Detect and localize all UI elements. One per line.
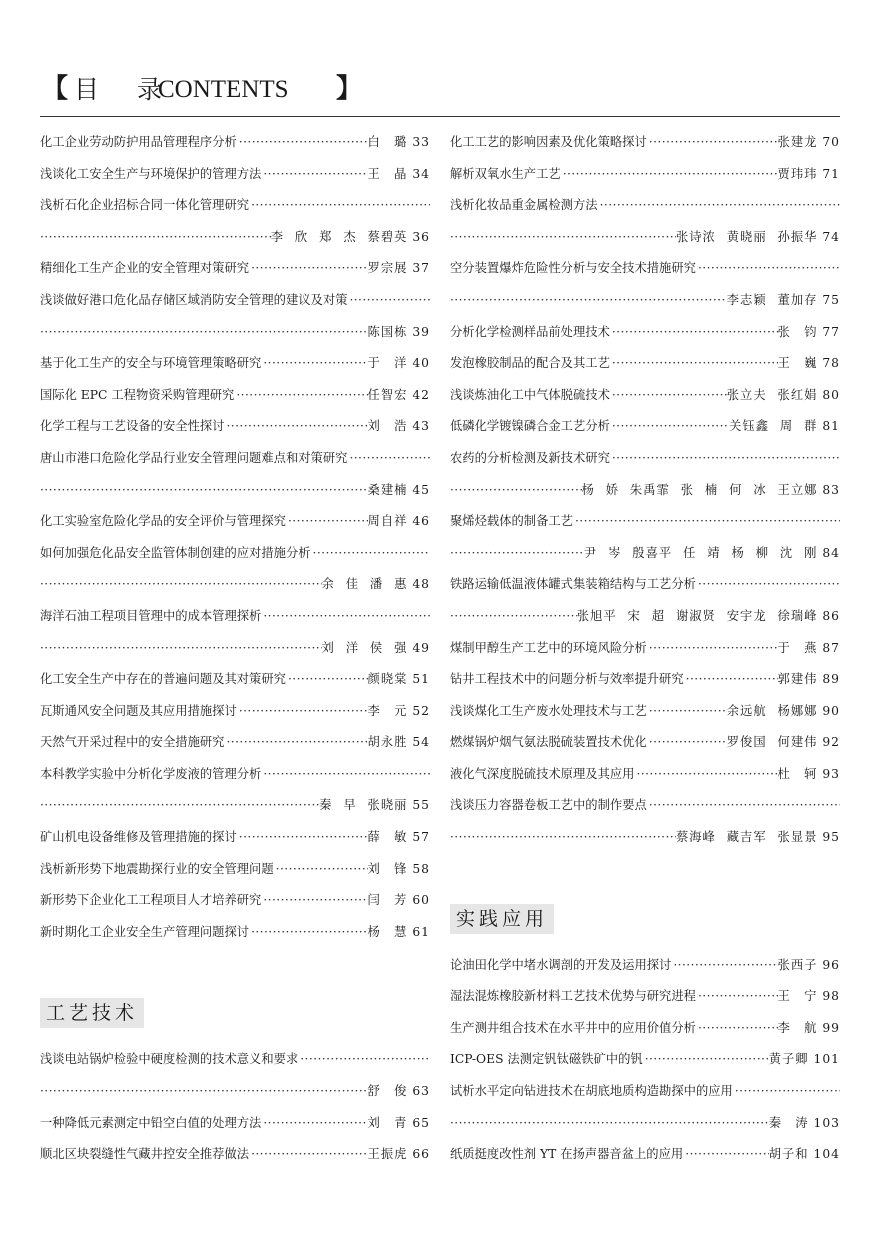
entry-author: 关钰鑫 周 群 xyxy=(729,419,818,434)
entry-page: 63 xyxy=(407,1084,430,1099)
toc-entry-author-line[interactable] xyxy=(450,822,840,854)
dot-leader xyxy=(286,664,368,696)
entry-author: 张诗浓 黄晓丽 孙振华 xyxy=(675,229,818,244)
toc-entry[interactable] xyxy=(40,854,430,886)
toc-column-right xyxy=(450,127,840,1171)
toc-entry-author-line[interactable] xyxy=(450,601,840,633)
entry-page: 86 xyxy=(817,608,840,623)
dot-leader xyxy=(249,917,367,949)
entry-author: 余 佳 潘 惠 xyxy=(321,577,408,592)
entry-author: 李志颖 董加存 xyxy=(726,292,818,307)
section-spacer xyxy=(450,854,840,886)
section-heading xyxy=(40,980,430,1044)
entry-author: 张立夫 张红娟 xyxy=(726,387,818,402)
dot-leader xyxy=(249,253,367,285)
entry-title: 浅谈煤化工生产废水处理技术与工艺 xyxy=(450,703,647,718)
dot-leader xyxy=(261,885,367,917)
toc-entry-title-line[interactable] xyxy=(450,1076,840,1108)
entry-author: 于 洋 xyxy=(367,356,408,371)
dot-leader xyxy=(224,411,367,443)
toc-entry-author-line[interactable] xyxy=(40,633,430,665)
entry-page: 103 xyxy=(808,1115,840,1130)
entry-page: 37 xyxy=(407,261,430,276)
header-title-cn: 目 录 xyxy=(74,75,177,104)
toc-entry[interactable] xyxy=(40,727,430,759)
dot-leader xyxy=(573,506,840,538)
toc-entry[interactable] xyxy=(450,1013,840,1045)
entry-page: 43 xyxy=(407,419,430,434)
toc-entry[interactable] xyxy=(450,633,840,665)
dot-leader xyxy=(347,285,430,317)
toc-entry[interactable] xyxy=(450,981,840,1013)
dot-leader xyxy=(40,633,322,665)
entry-author: 罗俊国 何建伟 xyxy=(726,735,818,750)
entry-author: 黄子卿 xyxy=(768,1052,809,1067)
toc-entry-title-line[interactable] xyxy=(40,443,430,475)
dot-leader xyxy=(40,790,319,822)
entry-title: 天然气开采过程中的安全措施研究 xyxy=(40,735,225,750)
dot-leader xyxy=(450,1108,769,1140)
entry-author: 张旭平 宋 超 谢淑贤 安宇龙 徐瑞峰 xyxy=(576,608,818,623)
entry-title: 精细化工生产企业的安全管理对策研究 xyxy=(40,261,250,276)
dot-leader xyxy=(261,159,367,191)
entry-author: 闫 芳 xyxy=(367,893,408,908)
entry-page: 40 xyxy=(407,356,430,371)
header-bracket-right: 】 xyxy=(336,74,363,104)
dot-leader xyxy=(610,348,778,380)
toc-entry-author-line[interactable] xyxy=(450,475,840,507)
toc-entry[interactable] xyxy=(450,696,840,728)
dot-leader xyxy=(261,348,367,380)
dot-leader xyxy=(647,790,840,822)
entry-author: 蔡海峰 藏吉军 张显景 xyxy=(675,830,818,845)
toc-entry-author-line[interactable] xyxy=(40,1076,430,1108)
dot-leader xyxy=(610,380,727,412)
toc-entry[interactable] xyxy=(40,917,430,949)
entry-title: 农药的分析检测及新技术研究 xyxy=(450,450,610,465)
entry-page: 81 xyxy=(817,419,840,434)
toc-entry-author-line[interactable] xyxy=(450,222,840,254)
toc-entry-author-line[interactable] xyxy=(40,475,430,507)
dot-leader xyxy=(610,411,729,443)
toc-entry[interactable] xyxy=(450,411,840,443)
dot-leader xyxy=(450,285,727,317)
entry-title: 钻井工程技术中的问题分析与效率提升研究 xyxy=(450,672,684,687)
entry-author: 李 航 xyxy=(777,1020,818,1035)
entry-author: 于 燕 xyxy=(777,640,818,655)
dot-leader xyxy=(696,981,778,1013)
entry-page: 74 xyxy=(817,229,840,244)
entry-page: 46 xyxy=(407,514,430,529)
entry-page: 49 xyxy=(407,640,430,655)
dot-leader xyxy=(40,569,322,601)
dot-leader xyxy=(224,727,367,759)
dot-leader xyxy=(249,1139,367,1171)
entry-author: 王 晶 xyxy=(367,166,408,181)
entry-title: 浅析新形势下地震勘探行业的安全管理问题 xyxy=(40,861,274,876)
toc-entry[interactable] xyxy=(40,885,430,917)
entry-page: 75 xyxy=(817,292,840,307)
entry-title: 论油田化学中堵水调剖的开发及运用探讨 xyxy=(450,957,672,972)
dot-leader xyxy=(610,443,840,475)
entry-author: 白 璐 xyxy=(367,135,408,149)
toc-entry-title-line[interactable] xyxy=(40,601,430,633)
entry-author: 薛 敏 xyxy=(367,830,408,845)
toc-entry[interactable] xyxy=(450,380,840,412)
entry-title: 湿法混炼橡胶新材料工艺技术优势与研究进程 xyxy=(450,989,696,1004)
toc-entry-author-line[interactable] xyxy=(40,569,430,601)
entry-author: 杨 慧 xyxy=(367,924,408,939)
entry-page: 96 xyxy=(817,957,840,972)
entry-title: 低磷化学镀镍磷合金工艺分析 xyxy=(450,419,610,434)
entry-page: 71 xyxy=(817,166,840,181)
entry-title: 解析双氧水生产工艺 xyxy=(450,166,561,181)
dot-leader xyxy=(286,506,368,538)
entry-title: 化工企业劳动防护用品管理程序分析 xyxy=(40,135,237,149)
toc-entry[interactable] xyxy=(40,822,430,854)
entry-author: 周自祥 xyxy=(367,514,408,529)
entry-title: 矿山机电设备维修及管理措施的探讨 xyxy=(40,830,237,845)
entry-author: 秦 早 张晓丽 xyxy=(319,798,408,813)
entry-title: 液化气深度脱硫技术原理及其应用 xyxy=(450,766,635,781)
entry-page: 33 xyxy=(407,135,430,149)
entry-title: 新时期化工企业安全生产管理问题探讨 xyxy=(40,924,250,939)
entry-title: 聚烯烃载体的制备工艺 xyxy=(450,514,573,529)
toc-entry[interactable] xyxy=(40,348,430,380)
entry-author: 李 元 xyxy=(367,703,408,718)
entry-page: 83 xyxy=(817,482,840,497)
entry-author: 颜晓棠 xyxy=(367,672,408,687)
entry-page: 42 xyxy=(407,387,430,402)
entry-page: 70 xyxy=(817,135,840,149)
entry-page: 39 xyxy=(407,324,430,339)
entry-title: 顺北区块裂缝性气藏井控安全推荐做法 xyxy=(40,1147,250,1162)
entry-title: 煤制甲醇生产工艺中的环境风险分析 xyxy=(450,640,647,655)
entry-page: 65 xyxy=(407,1115,430,1130)
entry-title: 浅析化妆品重金属检测方法 xyxy=(450,198,598,213)
toc-entry[interactable] xyxy=(40,159,430,191)
dot-leader xyxy=(561,159,778,191)
entry-title: 分析化学检测样品前处理技术 xyxy=(450,324,610,339)
entry-author: 舒 俊 xyxy=(367,1084,408,1099)
toc-entry-title-line[interactable] xyxy=(40,285,430,317)
dot-leader xyxy=(237,696,368,728)
dot-leader xyxy=(696,1013,778,1045)
dot-leader xyxy=(671,950,777,982)
dot-leader xyxy=(634,759,777,791)
header-title-en: CONTENTS xyxy=(158,76,289,103)
dot-leader xyxy=(40,317,368,349)
entry-page: 78 xyxy=(817,356,840,371)
toc-entry[interactable] xyxy=(40,411,430,443)
entry-author: 李 欣 郑 杰 蔡碧英 xyxy=(270,229,408,244)
entry-page: 90 xyxy=(817,703,840,718)
entry-page: 89 xyxy=(817,672,840,687)
entry-title: 浅谈压力容器卷板工艺中的制作要点 xyxy=(450,798,647,813)
entry-page: 61 xyxy=(407,924,430,939)
entry-title: 浅析石化企业招标合同一体化管理研究 xyxy=(40,198,250,213)
toc-entry-title-line[interactable] xyxy=(40,1044,430,1076)
toc-entry[interactable] xyxy=(450,759,840,791)
entry-author: 尹 岑 殷喜平 任 靖 杨 柳 沈 刚 xyxy=(583,545,818,560)
entry-title: 燃煤锅炉烟气氨法脱硫装置技术优化 xyxy=(450,735,647,750)
entry-page: 60 xyxy=(407,893,430,908)
dot-leader xyxy=(598,190,840,222)
dot-leader xyxy=(450,822,676,854)
section-label: 工艺技术 xyxy=(40,998,144,1028)
dot-leader xyxy=(261,1108,367,1140)
toc-entry[interactable] xyxy=(450,317,840,349)
toc-entry[interactable] xyxy=(40,506,430,538)
entry-page: 54 xyxy=(407,735,430,750)
toc-entry-author-line[interactable] xyxy=(450,538,840,570)
entry-author: 郭建伟 xyxy=(777,672,818,687)
entry-title: 唐山市港口危险化学品行业安全管理问题难点和对策研究 xyxy=(40,450,348,465)
toc-entry[interactable] xyxy=(450,348,840,380)
toc-entry[interactable] xyxy=(40,127,430,159)
dot-leader xyxy=(237,127,368,159)
toc-entry-title-line[interactable] xyxy=(450,506,840,538)
entry-title: 基于化工生产的安全与环境管理策略研究 xyxy=(40,356,262,371)
toc-column-left xyxy=(40,127,430,1171)
entry-title: 瓦斯通风安全问题及其应用措施探讨 xyxy=(40,703,237,718)
entry-author: 刘 青 xyxy=(367,1115,408,1130)
entry-author: 王 巍 xyxy=(777,356,818,371)
toc-entry-author-line[interactable] xyxy=(450,1108,840,1140)
dot-leader xyxy=(261,759,430,791)
entry-author: 胡永胜 xyxy=(367,735,408,750)
toc-entry[interactable] xyxy=(40,1108,430,1140)
toc-entry[interactable] xyxy=(450,950,840,982)
entry-author: 张建龙 xyxy=(777,135,818,149)
entry-page: 48 xyxy=(407,577,430,592)
toc-entry-title-line[interactable] xyxy=(450,443,840,475)
entry-page: 99 xyxy=(817,1020,840,1035)
entry-title: 浅谈做好港口危化品存储区域消防安全管理的建议及对策 xyxy=(40,292,348,307)
entry-page: 34 xyxy=(407,166,430,181)
entry-page: 101 xyxy=(808,1052,840,1067)
entry-author: 刘 锋 xyxy=(367,861,408,876)
entry-page: 92 xyxy=(817,735,840,750)
entry-title: 化工工艺的影响因素及优化策略探讨 xyxy=(450,135,647,149)
entry-author: 桑建楠 xyxy=(367,482,408,497)
entry-page: 58 xyxy=(407,861,430,876)
toc-entry[interactable] xyxy=(40,380,430,412)
entry-title: 铁路运输低温液体罐式集装箱结构与工艺分析 xyxy=(450,577,696,592)
entry-author: 杜 轲 xyxy=(777,766,818,781)
header-bracket-left: 【 xyxy=(42,74,69,104)
dot-leader xyxy=(610,317,778,349)
entry-title: 空分装置爆炸危险性分析与安全技术措施研究 xyxy=(450,261,696,276)
section-spacer xyxy=(40,948,430,980)
entry-title: 一种降低元素测定中铅空白值的处理方法 xyxy=(40,1115,262,1130)
entry-page: 93 xyxy=(817,766,840,781)
dot-leader xyxy=(733,1076,840,1108)
dot-leader xyxy=(696,253,840,285)
entry-page: 51 xyxy=(407,672,430,687)
toc-entry-title-line[interactable] xyxy=(450,253,840,285)
dot-leader xyxy=(647,727,727,759)
toc-entry-title-line[interactable] xyxy=(40,759,430,791)
entry-author: 杨 娇 朱禹霏 张 楠 何 冰 王立娜 xyxy=(581,482,818,497)
toc-entry[interactable] xyxy=(450,664,840,696)
entry-author: 陈国栋 xyxy=(367,324,408,339)
section-label: 实践应用 xyxy=(450,904,554,934)
entry-page: 55 xyxy=(407,798,430,813)
entry-page: 57 xyxy=(407,830,430,845)
entry-page: 87 xyxy=(817,640,840,655)
entry-author: 贾玮玮 xyxy=(777,166,818,181)
dot-leader xyxy=(450,222,676,254)
header-divider xyxy=(40,116,840,117)
dot-leader xyxy=(261,601,430,633)
entry-title: 纸质挺度改性剂 YT 在扬声器音盆上的应用 xyxy=(450,1147,684,1162)
toc-entry-author-line[interactable] xyxy=(40,790,430,822)
entry-page: 80 xyxy=(817,387,840,402)
entry-author: 王 宁 xyxy=(777,989,818,1004)
dot-leader xyxy=(450,601,577,633)
toc-header xyxy=(40,68,840,116)
toc-entry[interactable] xyxy=(40,253,430,285)
entry-title: 化工实验室危险化学品的安全评价与管理探究 xyxy=(40,514,286,529)
entry-author: 秦 涛 xyxy=(768,1115,809,1130)
entry-author: 刘 浩 xyxy=(367,419,408,434)
entry-page: 66 xyxy=(407,1147,430,1162)
entry-title: 浅谈电站锅炉检验中硬度检测的技术意义和要求 xyxy=(40,1052,299,1067)
toc-entry[interactable] xyxy=(40,1139,430,1171)
entry-title: 化学工程与工艺设备的安全性探讨 xyxy=(40,419,225,434)
dot-leader xyxy=(311,538,430,570)
toc-entry[interactable] xyxy=(450,159,840,191)
entry-title: 试析水平定向钻进技术在胡底地质构造勘探中的应用 xyxy=(450,1084,733,1099)
dot-leader xyxy=(347,443,430,475)
dot-leader xyxy=(298,1044,430,1076)
entry-title: 发泡橡胶制品的配合及其工艺 xyxy=(450,356,610,371)
entry-page: 84 xyxy=(817,545,840,560)
entry-title: 生产测井组合技术在水平井中的应用价值分析 xyxy=(450,1020,696,1035)
entry-page: 36 xyxy=(407,229,430,244)
toc-entry-title-line[interactable] xyxy=(450,569,840,601)
entry-title: 本科教学实验中分析化学废液的管理分析 xyxy=(40,766,262,781)
toc-entry-title-line[interactable] xyxy=(40,538,430,570)
dot-leader xyxy=(237,822,368,854)
entry-author: 任智宏 xyxy=(367,387,408,402)
entry-page: 52 xyxy=(407,703,430,718)
toc-entry[interactable] xyxy=(40,696,430,728)
entry-title: 化工安全生产中存在的普遍问题及其对策研究 xyxy=(40,672,286,687)
entry-page: 77 xyxy=(817,324,840,339)
entry-title: 海洋石油工程项目管理中的成本管理探析 xyxy=(40,608,262,623)
dot-leader xyxy=(234,380,367,412)
dot-leader xyxy=(274,854,368,886)
entry-author: 罗宗展 xyxy=(367,261,408,276)
dot-leader xyxy=(647,696,727,728)
toc-entry[interactable] xyxy=(450,1044,840,1076)
dot-leader xyxy=(684,664,778,696)
entry-page: 45 xyxy=(407,482,430,497)
dot-leader xyxy=(647,633,778,665)
dot-leader xyxy=(40,475,368,507)
dot-leader xyxy=(696,569,840,601)
entry-page: 95 xyxy=(817,830,840,845)
toc-entry[interactable] xyxy=(450,127,840,159)
toc-entry-title-line[interactable] xyxy=(450,790,840,822)
entry-author: 张 钧 xyxy=(777,324,818,339)
dot-leader xyxy=(647,127,778,159)
entry-author: 张西子 xyxy=(777,957,818,972)
dot-leader xyxy=(40,1076,368,1108)
dot-leader xyxy=(683,1139,769,1171)
entry-title: 浅谈化工安全生产与环境保护的管理方法 xyxy=(40,166,262,181)
toc-entry[interactable] xyxy=(450,1139,840,1171)
dot-leader xyxy=(643,1044,769,1076)
entry-title: 如何加强危化品安全监管体制创建的应对措施分析 xyxy=(40,545,311,560)
entry-title: ICP-OES 法测定钒钛磁铁矿中的钒 xyxy=(450,1052,643,1067)
entry-author: 胡子和 xyxy=(768,1147,809,1162)
toc-entry-author-line[interactable] xyxy=(450,285,840,317)
dot-leader xyxy=(450,475,582,507)
dot-leader xyxy=(249,190,430,222)
toc-entry[interactable] xyxy=(40,664,430,696)
entry-page: 104 xyxy=(808,1147,840,1162)
toc-entry-title-line[interactable] xyxy=(40,190,430,222)
toc-entry[interactable] xyxy=(450,727,840,759)
entry-title: 浅谈炼油化工中气体脱硫技术 xyxy=(450,387,610,402)
entry-title: 国际化 EPC 工程物资采购管理研究 xyxy=(40,387,235,402)
toc-entry-author-line[interactable] xyxy=(40,317,430,349)
section-heading xyxy=(450,886,840,950)
entry-author: 刘 洋 侯 强 xyxy=(321,640,408,655)
dot-leader xyxy=(450,538,584,570)
toc-entry-author-line[interactable] xyxy=(40,222,430,254)
entry-title: 新形势下企业化工工程项目人才培养研究 xyxy=(40,893,262,908)
entry-author: 余远航 杨娜娜 xyxy=(726,703,818,718)
dot-leader xyxy=(40,222,271,254)
entry-page: 98 xyxy=(817,989,840,1004)
toc-entry-title-line[interactable] xyxy=(450,190,840,222)
entry-author: 王振虎 xyxy=(367,1147,408,1162)
